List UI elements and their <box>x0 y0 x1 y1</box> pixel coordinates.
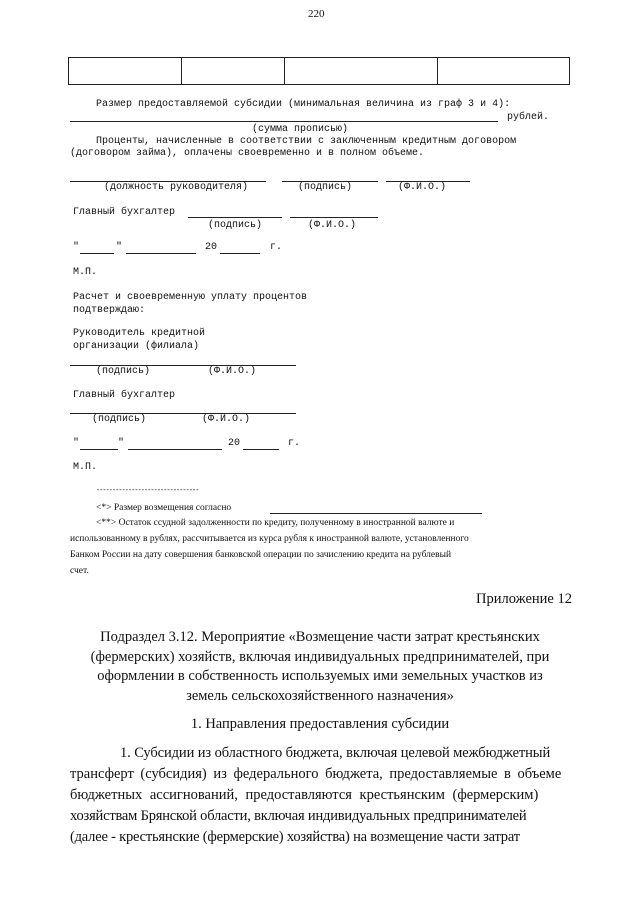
date-day-line <box>80 253 114 254</box>
date-month-line <box>126 253 196 254</box>
chief-accountant-2-fio-caption: (Ф.И.О.) <box>202 414 251 425</box>
bank-head-line1: Руководитель кредитной <box>73 328 206 339</box>
paragraph-line3: бюджетных ассигнований, предоставляются крестьянским (фермерским) <box>70 787 539 803</box>
chief-accountant-fio-caption: (Ф.И.О.) <box>308 220 357 231</box>
subsection-title-line4: земель сельскохозяйственного назначения» <box>186 688 454 704</box>
appendix-label: Приложение 12 <box>476 591 572 607</box>
footnote-2-line2: использованному в рублях, рассчитывается из курса рубля к иностранной валюте, установленного <box>70 534 469 544</box>
confirm-line2: подтверждаю: <box>73 305 146 316</box>
sum-caption: (сумма прописью) <box>252 124 349 135</box>
table-fragment <box>68 57 570 85</box>
confirm-line1: Расчет и своевременную уплату процентов <box>73 292 308 303</box>
subsidy-sum-line <box>70 121 498 122</box>
table-cell <box>182 58 285 85</box>
bank-head-signature-caption: (подпись) <box>96 366 151 377</box>
footnote-separator: -------------------------------- <box>96 487 199 495</box>
table-cell <box>438 58 570 85</box>
chief-accountant-fio-line <box>290 217 378 218</box>
subsection-title-line1: Подраздел 3.12. Мероприятие «Возмещение части затрат крестьянских <box>100 629 540 645</box>
date2-year-prefix: 20 <box>228 438 241 449</box>
position-caption: (должность руководителя) <box>104 182 249 193</box>
footnote-2-line1: <**> Остаток ссудной задолженности по кредиту, полученному в иностранной валюте и <box>96 518 455 528</box>
subsection-title-line3: оформлении в собственность используемых ими земельных участков из <box>97 668 543 684</box>
date-quote-close: " <box>116 242 123 253</box>
footnote-2-line4: счет. <box>70 566 89 576</box>
date2-day-line <box>80 449 118 450</box>
bank-head-line2: организации (филиала) <box>73 341 200 352</box>
chief-accountant-label: Главный бухгалтер <box>73 207 176 218</box>
subsidy-size-text: Размер предоставляемой субсидии (минимальная величина из граф 3 и 4): <box>96 99 511 110</box>
date-year-line <box>220 253 260 254</box>
date2-year-line <box>243 449 279 450</box>
section-heading: 1. Направления предоставления субсидии <box>190 716 450 732</box>
chief-accountant-2-label: Главный бухгалтер <box>73 390 176 401</box>
date2-quote-close: " <box>118 438 125 449</box>
page-number: 220 <box>308 8 325 20</box>
chief-accountant-signature-line <box>188 217 282 218</box>
table-cell <box>69 58 182 85</box>
date-year-prefix: 20 <box>205 242 218 253</box>
date-year-suffix: г. <box>270 242 283 253</box>
footnote-1: <*> Размер возмещения согласно <box>96 503 232 513</box>
paragraph-line4: хозяйствам Брянской области, включая индивидуальных предпринимателей <box>70 808 527 824</box>
stamp-label: М.П. <box>73 267 98 278</box>
rubles-label: рублей. <box>507 112 550 123</box>
date-quote-open: " <box>73 242 80 253</box>
paragraph-line2: трансферт (субсидия) из федерального бюджета, предоставляемые в объеме <box>70 766 562 782</box>
table-cell <box>285 58 438 85</box>
paragraph-line1: 1. Субсидии из областного бюджета, включая целевой межбюджетный <box>120 745 551 761</box>
signature-caption: (подпись) <box>298 182 353 193</box>
footnote-2-line3: Банком России на дату совершения банковской операции по зачислению кредита на рублевый <box>70 550 452 560</box>
stamp-label-2: М.П. <box>73 462 98 473</box>
chief-accountant-2-signature-caption: (подпись) <box>92 414 147 425</box>
fio-caption: (Ф.И.О.) <box>398 182 447 193</box>
subsection-title-line2: (фермерских) хозяйств, включая индивидуальных предпринимателей, при <box>90 649 550 665</box>
date2-month-line <box>128 449 222 450</box>
chief-accountant-signature-caption: (подпись) <box>208 220 263 231</box>
date2-quote-open: " <box>73 438 80 449</box>
bank-head-fio-caption: (Ф.И.О.) <box>208 366 257 377</box>
footnote-1-line <box>270 513 482 514</box>
interest-paragraph-line2: (договором займа), оплачены своевременно и в полном объеме. <box>70 148 425 159</box>
paragraph-line5: (далее - крестьянские (фермерские) хозяйства) на возмещение части затрат <box>70 829 520 845</box>
date2-year-suffix: г. <box>288 438 301 449</box>
interest-paragraph-line1: Проценты, начисленные в соответствии с заключенным кредитным договором <box>96 136 517 147</box>
